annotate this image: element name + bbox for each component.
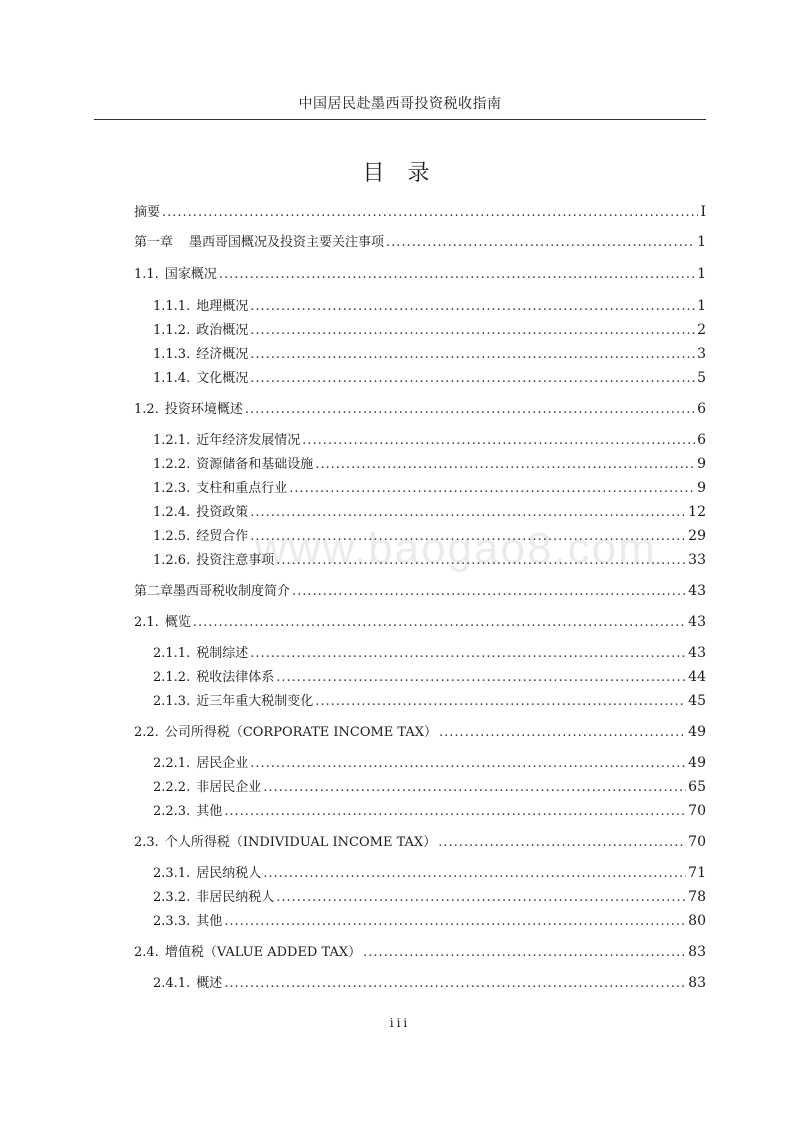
toc-dot-leader: [276, 889, 686, 907]
toc-entry-page: 33: [688, 552, 706, 568]
toc-entry-title: 地理概况: [196, 299, 249, 314]
toc-entry-page: 29: [688, 528, 706, 544]
toc-dot-leader: [315, 456, 695, 474]
toc-entry-page: 6: [697, 401, 706, 417]
toc-entry-title: 文化概况: [196, 371, 249, 386]
toc-entry[interactable]: [153, 692, 706, 710]
toc-entry-title: 摘要: [134, 205, 161, 220]
toc-entry-number: 1.1.3.: [153, 347, 191, 362]
toc-dot-leader: [438, 834, 686, 852]
toc-dot-leader: [386, 234, 695, 252]
toc-entry-page: I: [700, 204, 706, 220]
toc-dot-leader: [224, 975, 686, 993]
toc-entry-number: 1.1.1.: [153, 299, 191, 314]
toc-entry-title: 近年经济发展情况: [196, 433, 301, 448]
toc-entry-title: 第二章墨西哥税收制度简介: [134, 584, 291, 599]
toc-entry-title: 投资环境概述: [164, 402, 243, 417]
toc-entry-number: 2.1.: [134, 615, 159, 630]
toc-entry-page: 1: [697, 266, 706, 282]
toc-entry-number: 2.3.3.: [153, 914, 191, 929]
toc-entry-page: 5: [697, 370, 706, 386]
toc-entry-page: 43: [688, 583, 706, 599]
toc-dot-leader: [245, 401, 695, 419]
toc-entry-title: 经济概况: [196, 347, 249, 362]
toc-dot-leader: [162, 204, 698, 222]
toc-entry-number: 1.2.3.: [153, 481, 191, 496]
toc-entry[interactable]: [153, 297, 706, 315]
toc-entry[interactable]: [153, 974, 706, 992]
toc-entry-number: 1.2.5.: [153, 529, 191, 544]
toc-entry[interactable]: [153, 802, 706, 820]
toc-entry-title: 概览: [164, 615, 191, 630]
toc-dot-leader: [439, 724, 686, 742]
toc-entry-number: 第一章: [134, 235, 174, 250]
toc-entry[interactable]: [153, 668, 706, 686]
toc-entry-title: 公司所得税（CORPORATE INCOME TAX）: [164, 725, 438, 740]
toc-entry-page: 43: [688, 614, 706, 630]
toc-entry[interactable]: [134, 203, 706, 221]
toc-dot-leader: [224, 803, 686, 821]
toc-entry-number: 2.3.: [134, 835, 159, 850]
toc-entry-number: 1.2.6.: [153, 553, 191, 568]
toc-entry-page: 1: [697, 234, 706, 250]
toc-dot-leader: [250, 298, 695, 316]
toc-dot-leader: [250, 645, 686, 663]
toc-dot-leader: [263, 779, 686, 797]
toc-entry-title: 概述: [196, 976, 223, 991]
toc-entry[interactable]: [153, 321, 706, 339]
toc-entry-title: 投资注意事项: [196, 553, 275, 568]
toc-entry[interactable]: [153, 551, 706, 569]
toc-entry-title: 政治概况: [196, 323, 249, 338]
toc-entry-page: 65: [688, 779, 706, 795]
toc-entry-title: 税制综述: [196, 646, 249, 661]
toc-dot-leader: [250, 322, 695, 340]
toc-entry-title: 其他: [196, 914, 223, 929]
toc-entry-title: 支柱和重点行业: [196, 481, 288, 496]
toc-entry-page: 3: [697, 346, 706, 362]
toc-entry-page: 9: [697, 480, 706, 496]
toc-entry-page: 49: [688, 724, 706, 740]
toc-entry[interactable]: [153, 455, 706, 473]
toc-entry-page: 83: [688, 975, 706, 991]
toc-dot-leader: [250, 528, 686, 546]
toc-entry-number: 2.3.2.: [153, 890, 191, 905]
toc-entry-page: 44: [688, 669, 706, 685]
toc-entry-page: 45: [688, 693, 706, 709]
toc-entry-number: 1.2.1.: [153, 433, 191, 448]
toc-entry-page: 43: [688, 645, 706, 661]
toc-entry[interactable]: [153, 912, 706, 930]
toc-entry-page: 9: [697, 456, 706, 472]
toc-entry[interactable]: [153, 864, 706, 882]
toc-entry-title: 增值税（VALUE ADDED TAX）: [164, 945, 362, 960]
toc-entry-page: 2: [697, 322, 706, 338]
toc-dot-leader: [292, 583, 686, 601]
toc-entry-number: 2.2.: [134, 725, 159, 740]
toc-entry[interactable]: [153, 644, 706, 662]
toc-entry-page: 70: [688, 803, 706, 819]
toc-entry[interactable]: [134, 613, 706, 631]
toc-entry-page: 80: [688, 913, 706, 929]
toc-dot-leader: [250, 370, 695, 388]
toc-entry-title: 居民企业: [196, 756, 249, 771]
toc-entry-number: 1.2.4.: [153, 505, 191, 520]
toc-entry[interactable]: [153, 754, 706, 772]
toc-entry-title: 墨西哥国概况及投资主要关注事项: [189, 235, 385, 250]
toc-entry-page: 6: [697, 432, 706, 448]
toc-entry-number: 1.1.4.: [153, 371, 191, 386]
toc-entry-number: 2.2.2.: [153, 780, 191, 795]
toc-entry[interactable]: [153, 369, 706, 387]
toc-entry-title: 其他: [196, 804, 223, 819]
toc-dot-leader: [224, 913, 686, 931]
toc-entry[interactable]: [153, 778, 706, 796]
toc-dot-leader: [289, 480, 695, 498]
page-number: iii: [389, 1016, 411, 1030]
toc-entry-title: 个人所得税（INDIVIDUAL INCOME TAX）: [164, 835, 437, 850]
toc-entry[interactable]: [153, 527, 706, 545]
toc-dot-leader: [219, 266, 695, 284]
running-header: 中国居民赴墨西哥投资税收指南: [298, 96, 502, 112]
toc-dot-leader: [363, 944, 686, 962]
toc-entry-title: 经贸合作: [196, 529, 249, 544]
toc-entry-title: 非居民纳税人: [196, 890, 275, 905]
toc-entry[interactable]: [134, 833, 706, 851]
toc-entry-number: 1.2.2.: [153, 457, 191, 472]
toc-entry-number: 2.2.1.: [153, 756, 191, 771]
toc-entry-number: 2.4.1.: [153, 976, 191, 991]
toc-entry-page: 78: [688, 889, 706, 905]
toc-entry-title: 国家概况: [164, 267, 217, 282]
toc-entry[interactable]: [153, 888, 706, 906]
toc-entry-number: 1.2.: [134, 402, 159, 417]
toc-entry-title: 税收法律体系: [196, 670, 275, 685]
toc-entry[interactable]: [153, 345, 706, 363]
toc-entry-title: 非居民企业: [196, 780, 262, 795]
toc-dot-leader: [276, 552, 686, 570]
toc-entry-number: 2.4.: [134, 945, 159, 960]
toc-entry-number: 1.1.2.: [153, 323, 191, 338]
toc-entry[interactable]: [134, 233, 706, 251]
toc-entry-title: 居民纳税人: [196, 866, 262, 881]
toc-entry-page: 70: [688, 834, 706, 850]
toc-dot-leader: [315, 693, 686, 711]
toc-dot-leader: [250, 346, 695, 364]
toc-entry[interactable]: [134, 723, 706, 741]
toc-dot-leader: [263, 865, 686, 883]
toc-title: 目 录: [362, 161, 438, 186]
toc-dot-leader: [302, 432, 695, 450]
toc-entry[interactable]: [153, 479, 706, 497]
toc-entry[interactable]: [134, 265, 706, 283]
toc-entry-page: 1: [697, 298, 706, 314]
toc-entry-page: 12: [688, 504, 706, 520]
toc-entry-title: 投资政策: [196, 505, 249, 520]
toc-entry-number: 2.1.2.: [153, 670, 191, 685]
watermark: www.baogao8.com: [255, 524, 657, 573]
toc-entry[interactable]: [134, 582, 706, 600]
toc-entry-title: 近三年重大税制变化: [196, 694, 314, 709]
toc-entry-page: 83: [688, 944, 706, 960]
toc-entry-page: 71: [688, 865, 706, 881]
toc-dot-leader: [250, 755, 686, 773]
toc-entry[interactable]: [134, 943, 706, 961]
toc-entry-page: 49: [688, 755, 706, 771]
toc-entry[interactable]: [153, 503, 706, 521]
toc-dot-leader: [193, 614, 686, 632]
toc-entry-title: 资源储备和基础设施: [196, 457, 314, 472]
toc-entry-number: 1.1.: [134, 267, 159, 282]
toc-entry-number: 2.3.1.: [153, 866, 191, 881]
toc-entry-number: 2.1.3.: [153, 694, 191, 709]
toc-dot-leader: [276, 669, 686, 687]
toc-entry[interactable]: [134, 400, 706, 418]
toc-dot-leader: [250, 504, 686, 522]
toc-entry[interactable]: [153, 431, 706, 449]
toc-entry-number: 2.2.3.: [153, 804, 191, 819]
toc-entry-number: 2.1.1.: [153, 646, 191, 661]
